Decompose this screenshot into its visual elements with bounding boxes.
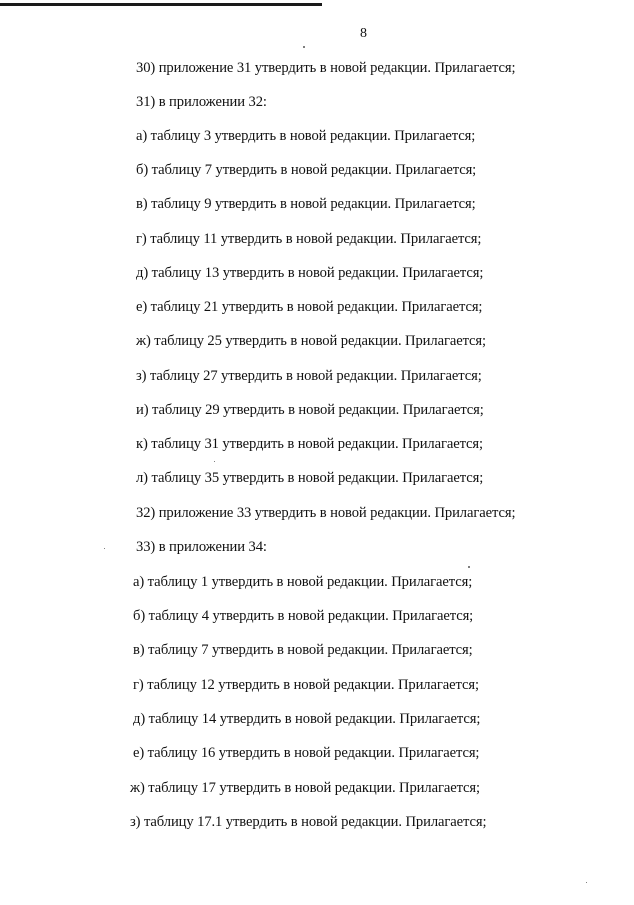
doc-line: ж) таблицу 25 утвердить в новой редакции. Прилагается; <box>136 333 486 349</box>
doc-line: а) таблицу 1 утвердить в новой редакции. Прилагается; <box>133 574 473 590</box>
scan-speck <box>468 566 470 568</box>
doc-line: в) таблицу 7 утвердить в новой редакции. Прилагается; <box>133 642 473 658</box>
doc-line: 31) в приложении 32: <box>136 94 267 110</box>
doc-line: 33) в приложении 34: <box>136 539 267 555</box>
doc-line: ж) таблицу 17 утвердить в новой редакции. Прилагается; <box>130 780 480 796</box>
doc-line: г) таблицу 12 утвердить в новой редакции. Прилагается; <box>133 677 479 693</box>
doc-line: 32) приложение 33 утвердить в новой редакции. Прилагается; <box>136 505 516 521</box>
doc-line: г) таблицу 11 утвердить в новой редакции. Прилагается; <box>136 231 482 247</box>
scan-speck <box>586 882 587 883</box>
scan-speck <box>303 46 305 48</box>
doc-line: б) таблицу 4 утвердить в новой редакции. Прилагается; <box>133 608 474 624</box>
page-number: 8 <box>360 26 367 41</box>
doc-line: а) таблицу 3 утвердить в новой редакции. Прилагается; <box>136 128 476 144</box>
scan-speck <box>104 548 105 549</box>
doc-line: е) таблицу 16 утвердить в новой редакции. Прилагается; <box>133 745 480 761</box>
doc-line: е) таблицу 21 утвердить в новой редакции. Прилагается; <box>136 299 483 315</box>
doc-line: 30) приложение 31 утвердить в новой редакции. Прилагается; <box>136 60 516 76</box>
doc-line: л) таблицу 35 утвердить в новой редакции. Прилагается; <box>136 470 484 486</box>
doc-line: д) таблицу 13 утвердить в новой редакции. Прилагается; <box>136 265 484 281</box>
doc-line: к) таблицу 31 утвердить в новой редакции. Прилагается; <box>136 436 484 452</box>
doc-line: в) таблицу 9 утвердить в новой редакции. Прилагается; <box>136 196 476 212</box>
doc-line: з) таблицу 17.1 утвердить в новой редакции. Прилагается; <box>130 814 487 830</box>
doc-line: д) таблицу 14 утвердить в новой редакции. Прилагается; <box>133 711 481 727</box>
doc-line: з) таблицу 27 утвердить в новой редакции. Прилагается; <box>136 368 482 384</box>
doc-line: и) таблицу 29 утвердить в новой редакции. Прилагается; <box>136 402 484 418</box>
scan-speck <box>214 461 215 462</box>
doc-line: б) таблицу 7 утвердить в новой редакции. Прилагается; <box>136 162 477 178</box>
